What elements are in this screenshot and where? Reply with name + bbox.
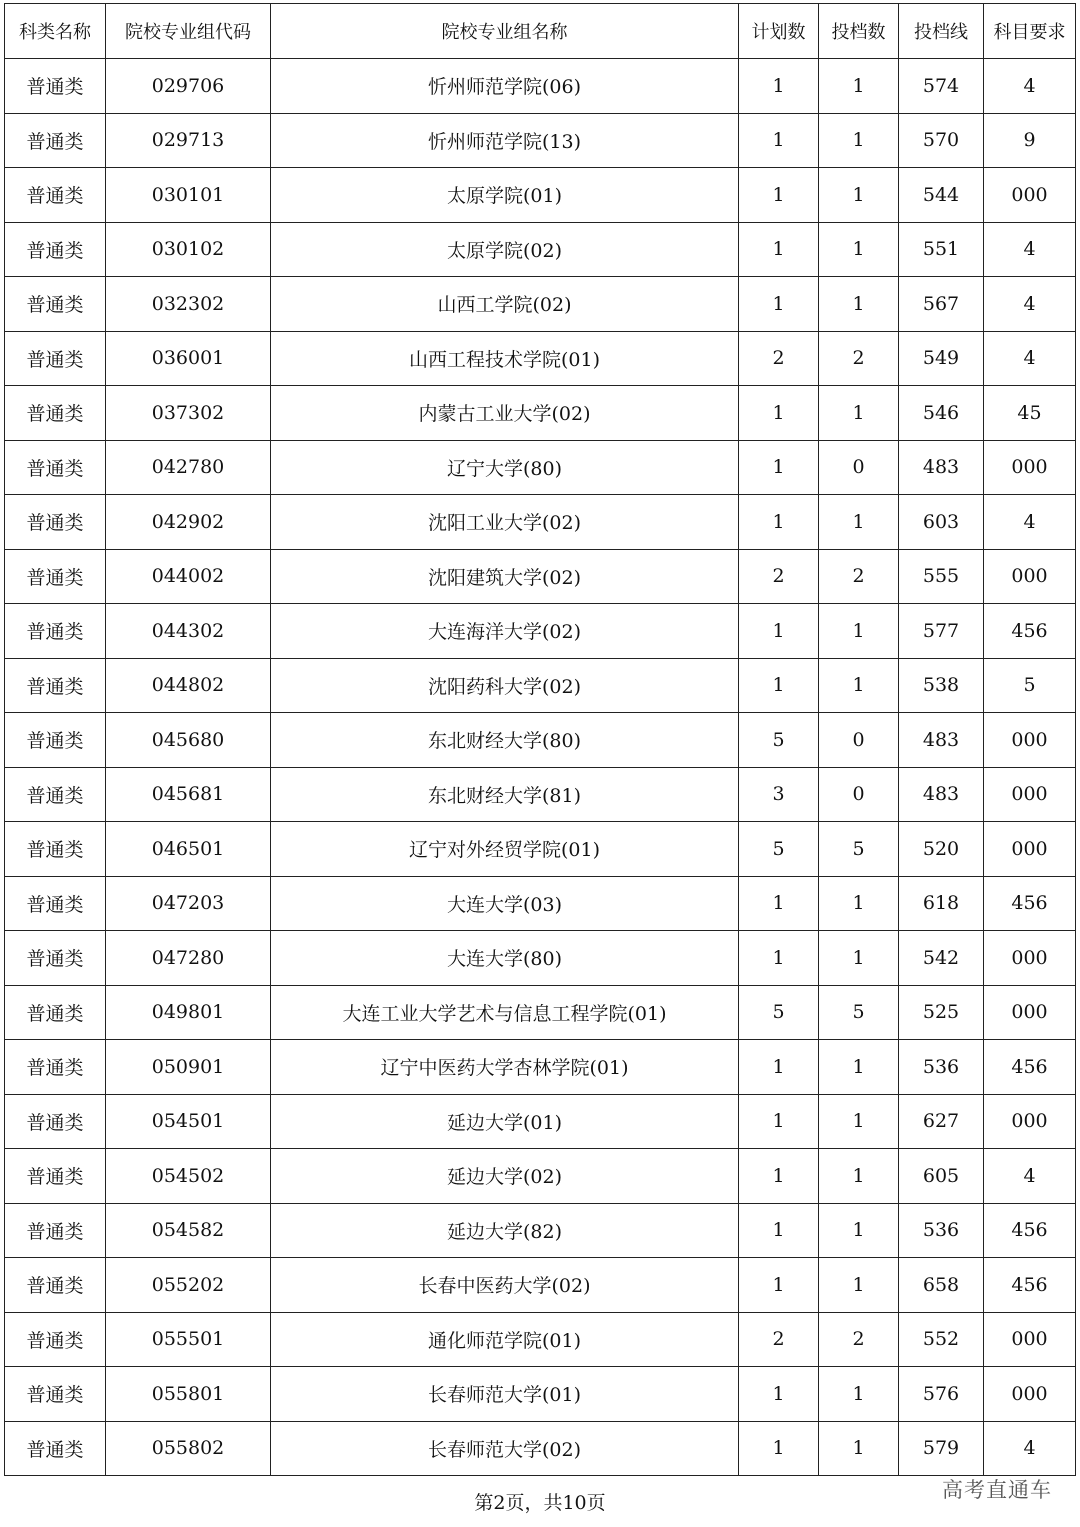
page-number: 第2页，共10页 xyxy=(474,1492,606,1514)
cell-filed: 2 xyxy=(819,1312,899,1367)
cell-category: 普通类 xyxy=(5,113,106,168)
cell-subjects: 000 xyxy=(984,168,1076,223)
cell-subjects: 000 xyxy=(984,822,1076,877)
cell-plan: 5 xyxy=(739,713,819,768)
cell-filed: 1 xyxy=(819,168,899,223)
table-row xyxy=(5,767,1076,822)
cell-cutoff: 552 xyxy=(899,1312,984,1367)
cell-category: 普通类 xyxy=(5,59,106,114)
cell-subjects: 9 xyxy=(984,113,1076,168)
cell-group-code: 055801 xyxy=(106,1367,271,1422)
cell-subjects: 4 xyxy=(984,495,1076,550)
cell-filed: 0 xyxy=(819,713,899,768)
cell-group-code: 054502 xyxy=(106,1149,271,1204)
header-row xyxy=(5,4,1076,59)
table-row xyxy=(5,1040,1076,1095)
cell-category: 普通类 xyxy=(5,1094,106,1149)
table-row xyxy=(5,1312,1076,1367)
cell-subjects: 45 xyxy=(984,386,1076,441)
cell-category: 普通类 xyxy=(5,277,106,332)
cell-filed: 1 xyxy=(819,876,899,931)
cell-cutoff: 525 xyxy=(899,985,984,1040)
cell-plan: 1 xyxy=(739,277,819,332)
cell-group-code: 055802 xyxy=(106,1421,271,1476)
cell-subjects: 456 xyxy=(984,876,1076,931)
cell-group-code: 047280 xyxy=(106,931,271,986)
admission-table xyxy=(4,3,1076,1476)
cell-group-name: 太原学院(01) xyxy=(271,168,739,223)
cell-group-name: 延边大学(02) xyxy=(271,1149,739,1204)
cell-filed: 1 xyxy=(819,931,899,986)
cell-subjects: 4 xyxy=(984,222,1076,277)
cell-group-code: 042902 xyxy=(106,495,271,550)
cell-group-name: 辽宁中医药大学杏林学院(01) xyxy=(271,1040,739,1095)
cell-group-code: 036001 xyxy=(106,331,271,386)
cell-plan: 1 xyxy=(739,495,819,550)
table-row xyxy=(5,822,1076,877)
cell-category: 普通类 xyxy=(5,985,106,1040)
cell-cutoff: 536 xyxy=(899,1203,984,1258)
cell-category: 普通类 xyxy=(5,767,106,822)
cell-group-name: 大连大学(03) xyxy=(271,876,739,931)
table-row xyxy=(5,440,1076,495)
column-header-subjects: 科目要求 xyxy=(984,4,1076,59)
cell-subjects: 4 xyxy=(984,59,1076,114)
cell-filed: 1 xyxy=(819,604,899,659)
cell-cutoff: 483 xyxy=(899,440,984,495)
cell-plan: 1 xyxy=(739,440,819,495)
column-header-category: 科类名称 xyxy=(5,4,106,59)
table-row xyxy=(5,495,1076,550)
cell-filed: 1 xyxy=(819,222,899,277)
cell-filed: 0 xyxy=(819,767,899,822)
cell-category: 普通类 xyxy=(5,440,106,495)
cell-filed: 2 xyxy=(819,549,899,604)
cell-group-code: 037302 xyxy=(106,386,271,441)
table-row xyxy=(5,604,1076,659)
cell-cutoff: 605 xyxy=(899,1149,984,1204)
cell-category: 普通类 xyxy=(5,931,106,986)
cell-plan: 1 xyxy=(739,1149,819,1204)
cell-filed: 1 xyxy=(819,113,899,168)
cell-group-code: 045680 xyxy=(106,713,271,768)
cell-cutoff: 627 xyxy=(899,1094,984,1149)
table-row xyxy=(5,1258,1076,1313)
cell-group-name: 长春师范大学(02) xyxy=(271,1421,739,1476)
cell-group-name: 沈阳药科大学(02) xyxy=(271,658,739,713)
cell-category: 普通类 xyxy=(5,713,106,768)
cell-subjects: 456 xyxy=(984,1258,1076,1313)
table-row xyxy=(5,931,1076,986)
cell-group-name: 忻州师范学院(13) xyxy=(271,113,739,168)
cell-plan: 1 xyxy=(739,1258,819,1313)
cell-group-code: 044802 xyxy=(106,658,271,713)
cell-subjects: 000 xyxy=(984,1312,1076,1367)
cell-cutoff: 546 xyxy=(899,386,984,441)
cell-category: 普通类 xyxy=(5,1149,106,1204)
cell-cutoff: 549 xyxy=(899,331,984,386)
column-header-plan: 计划数 xyxy=(739,4,819,59)
table-row xyxy=(5,658,1076,713)
cell-subjects: 000 xyxy=(984,713,1076,768)
cell-filed: 1 xyxy=(819,1203,899,1258)
cell-cutoff: 576 xyxy=(899,1367,984,1422)
watermark: 高考直通车 xyxy=(942,1478,1052,1502)
cell-filed: 1 xyxy=(819,1040,899,1095)
cell-group-name: 辽宁大学(80) xyxy=(271,440,739,495)
cell-subjects: 4 xyxy=(984,277,1076,332)
table-row xyxy=(5,331,1076,386)
cell-cutoff: 658 xyxy=(899,1258,984,1313)
cell-filed: 1 xyxy=(819,386,899,441)
cell-subjects: 000 xyxy=(984,985,1076,1040)
cell-subjects: 000 xyxy=(984,767,1076,822)
cell-plan: 1 xyxy=(739,168,819,223)
cell-cutoff: 577 xyxy=(899,604,984,659)
column-header-cutoff: 投档线 xyxy=(899,4,984,59)
cell-plan: 1 xyxy=(739,1367,819,1422)
cell-subjects: 456 xyxy=(984,1040,1076,1095)
cell-group-code: 044302 xyxy=(106,604,271,659)
cell-group-name: 沈阳建筑大学(02) xyxy=(271,549,739,604)
cell-plan: 1 xyxy=(739,876,819,931)
cell-group-name: 大连工业大学艺术与信息工程学院(01) xyxy=(271,985,739,1040)
cell-group-code: 044002 xyxy=(106,549,271,604)
cell-plan: 1 xyxy=(739,1203,819,1258)
cell-filed: 0 xyxy=(819,440,899,495)
cell-group-name: 长春中医药大学(02) xyxy=(271,1258,739,1313)
table-row xyxy=(5,1421,1076,1476)
cell-group-name: 大连海洋大学(02) xyxy=(271,604,739,659)
table-row xyxy=(5,1203,1076,1258)
cell-cutoff: 483 xyxy=(899,713,984,768)
cell-category: 普通类 xyxy=(5,1258,106,1313)
cell-cutoff: 536 xyxy=(899,1040,984,1095)
cell-filed: 1 xyxy=(819,1421,899,1476)
table-row xyxy=(5,876,1076,931)
cell-category: 普通类 xyxy=(5,495,106,550)
table-row xyxy=(5,59,1076,114)
cell-plan: 1 xyxy=(739,386,819,441)
cell-filed: 1 xyxy=(819,277,899,332)
cell-group-code: 047203 xyxy=(106,876,271,931)
cell-group-code: 045681 xyxy=(106,767,271,822)
cell-cutoff: 579 xyxy=(899,1421,984,1476)
table-row xyxy=(5,222,1076,277)
cell-category: 普通类 xyxy=(5,822,106,877)
cell-filed: 1 xyxy=(819,1367,899,1422)
cell-plan: 5 xyxy=(739,985,819,1040)
cell-group-code: 050901 xyxy=(106,1040,271,1095)
cell-group-name: 东北财经大学(81) xyxy=(271,767,739,822)
cell-cutoff: 603 xyxy=(899,495,984,550)
cell-category: 普通类 xyxy=(5,222,106,277)
cell-group-name: 忻州师范学院(06) xyxy=(271,59,739,114)
column-header-filed: 投档数 xyxy=(819,4,899,59)
column-header-group-name: 院校专业组名称 xyxy=(271,4,739,59)
cell-group-code: 049801 xyxy=(106,985,271,1040)
cell-filed: 1 xyxy=(819,59,899,114)
cell-category: 普通类 xyxy=(5,1203,106,1258)
table-row xyxy=(5,168,1076,223)
cell-group-name: 辽宁对外经贸学院(01) xyxy=(271,822,739,877)
cell-cutoff: 544 xyxy=(899,168,984,223)
cell-group-code: 054582 xyxy=(106,1203,271,1258)
table-row xyxy=(5,1367,1076,1422)
cell-cutoff: 483 xyxy=(899,767,984,822)
cell-category: 普通类 xyxy=(5,658,106,713)
cell-cutoff: 551 xyxy=(899,222,984,277)
cell-category: 普通类 xyxy=(5,604,106,659)
cell-cutoff: 567 xyxy=(899,277,984,332)
cell-plan: 2 xyxy=(739,549,819,604)
cell-group-code: 029706 xyxy=(106,59,271,114)
table-row xyxy=(5,1094,1076,1149)
cell-cutoff: 574 xyxy=(899,59,984,114)
cell-plan: 1 xyxy=(739,1040,819,1095)
table-row xyxy=(5,549,1076,604)
cell-subjects: 000 xyxy=(984,440,1076,495)
cell-group-code: 055501 xyxy=(106,1312,271,1367)
cell-group-code: 054501 xyxy=(106,1094,271,1149)
cell-plan: 1 xyxy=(739,1094,819,1149)
cell-category: 普通类 xyxy=(5,386,106,441)
cell-plan: 1 xyxy=(739,658,819,713)
cell-cutoff: 520 xyxy=(899,822,984,877)
cell-group-name: 东北财经大学(80) xyxy=(271,713,739,768)
cell-subjects: 4 xyxy=(984,1421,1076,1476)
cell-filed: 5 xyxy=(819,822,899,877)
cell-category: 普通类 xyxy=(5,1367,106,1422)
cell-cutoff: 618 xyxy=(899,876,984,931)
cell-group-code: 030102 xyxy=(106,222,271,277)
cell-group-code: 042780 xyxy=(106,440,271,495)
table-body xyxy=(5,59,1076,1476)
table-row xyxy=(5,713,1076,768)
cell-subjects: 000 xyxy=(984,1094,1076,1149)
cell-group-code: 029713 xyxy=(106,113,271,168)
table-row xyxy=(5,277,1076,332)
cell-plan: 2 xyxy=(739,331,819,386)
cell-plan: 5 xyxy=(739,822,819,877)
cell-filed: 1 xyxy=(819,1149,899,1204)
cell-group-name: 内蒙古工业大学(02) xyxy=(271,386,739,441)
cell-category: 普通类 xyxy=(5,331,106,386)
cell-subjects: 456 xyxy=(984,1203,1076,1258)
cell-group-name: 山西工学院(02) xyxy=(271,277,739,332)
cell-group-name: 延边大学(01) xyxy=(271,1094,739,1149)
cell-subjects: 5 xyxy=(984,658,1076,713)
cell-plan: 1 xyxy=(739,1421,819,1476)
table-row xyxy=(5,985,1076,1040)
cell-group-name: 太原学院(02) xyxy=(271,222,739,277)
cell-filed: 1 xyxy=(819,495,899,550)
cell-subjects: 4 xyxy=(984,1149,1076,1204)
cell-group-code: 055202 xyxy=(106,1258,271,1313)
cell-cutoff: 542 xyxy=(899,931,984,986)
cell-category: 普通类 xyxy=(5,1421,106,1476)
cell-category: 普通类 xyxy=(5,1312,106,1367)
cell-subjects: 000 xyxy=(984,931,1076,986)
cell-plan: 3 xyxy=(739,767,819,822)
cell-plan: 1 xyxy=(739,59,819,114)
table-row xyxy=(5,1149,1076,1204)
cell-category: 普通类 xyxy=(5,549,106,604)
cell-cutoff: 555 xyxy=(899,549,984,604)
column-header-group-code: 院校专业组代码 xyxy=(106,4,271,59)
cell-plan: 1 xyxy=(739,604,819,659)
cell-subjects: 000 xyxy=(984,1367,1076,1422)
cell-category: 普通类 xyxy=(5,1040,106,1095)
cell-plan: 1 xyxy=(739,113,819,168)
table-row xyxy=(5,113,1076,168)
cell-subjects: 000 xyxy=(984,549,1076,604)
table-row xyxy=(5,386,1076,441)
cell-group-name: 大连大学(80) xyxy=(271,931,739,986)
cell-category: 普通类 xyxy=(5,876,106,931)
cell-filed: 2 xyxy=(819,331,899,386)
cell-group-name: 沈阳工业大学(02) xyxy=(271,495,739,550)
cell-filed: 1 xyxy=(819,658,899,713)
cell-group-name: 延边大学(82) xyxy=(271,1203,739,1258)
cell-category: 普通类 xyxy=(5,168,106,223)
cell-cutoff: 570 xyxy=(899,113,984,168)
cell-group-code: 030101 xyxy=(106,168,271,223)
cell-filed: 1 xyxy=(819,1094,899,1149)
cell-plan: 2 xyxy=(739,1312,819,1367)
cell-group-code: 046501 xyxy=(106,822,271,877)
cell-subjects: 456 xyxy=(984,604,1076,659)
cell-group-code: 032302 xyxy=(106,277,271,332)
cell-cutoff: 538 xyxy=(899,658,984,713)
cell-subjects: 4 xyxy=(984,331,1076,386)
cell-filed: 5 xyxy=(819,985,899,1040)
cell-plan: 1 xyxy=(739,222,819,277)
cell-group-name: 山西工程技术学院(01) xyxy=(271,331,739,386)
cell-plan: 1 xyxy=(739,931,819,986)
cell-group-name: 长春师范大学(01) xyxy=(271,1367,739,1422)
cell-group-name: 通化师范学院(01) xyxy=(271,1312,739,1367)
cell-filed: 1 xyxy=(819,1258,899,1313)
